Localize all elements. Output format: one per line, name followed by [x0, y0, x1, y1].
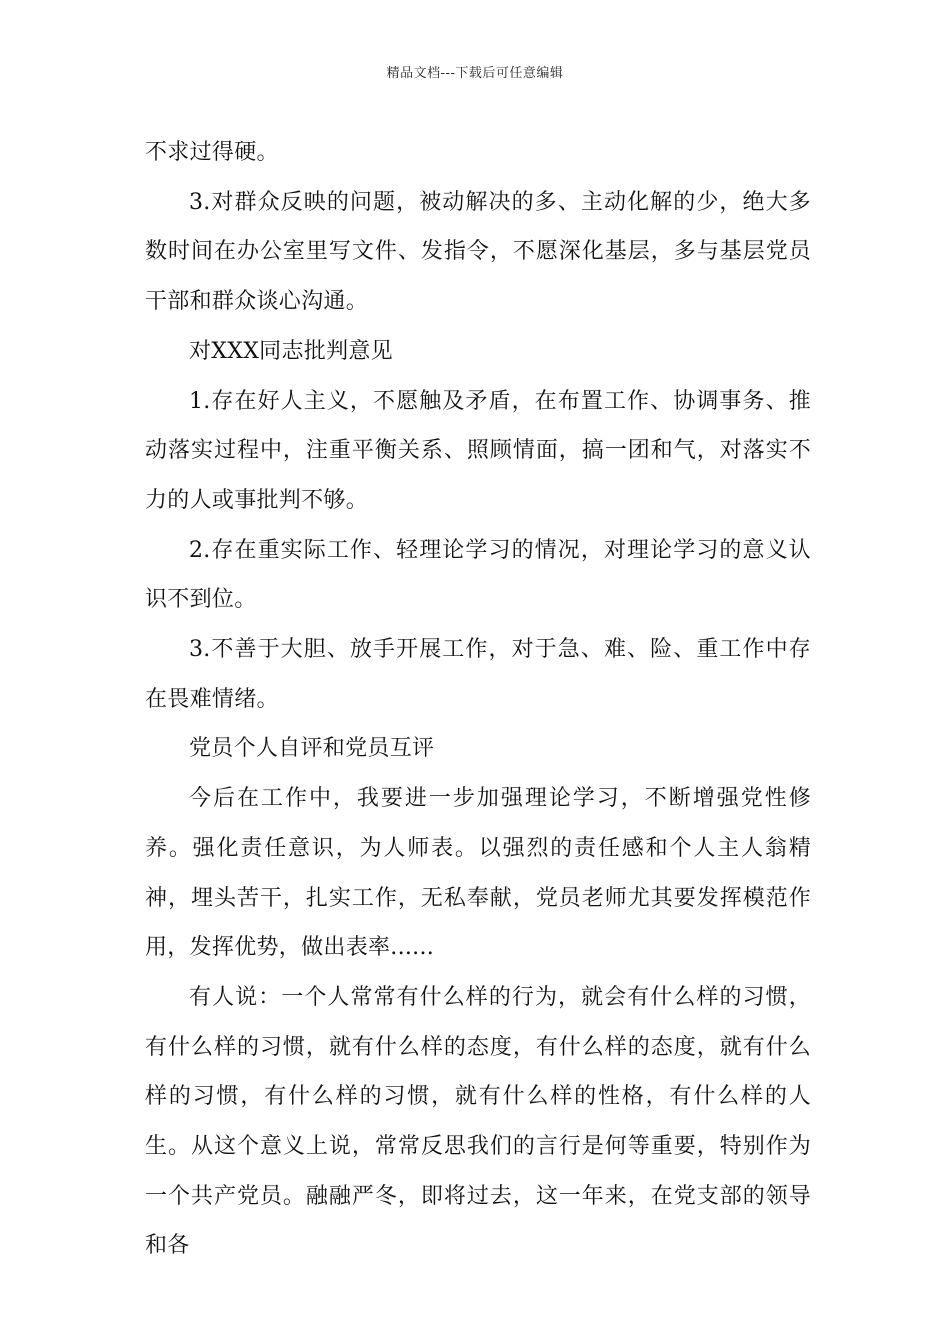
paragraph: 有人说：一个人常常有什么样的行为，就会有什么样的习惯，有什么样的习惯，就有什么样的态度，有什么样的态度，就有什么样的习惯，有什么样的习惯，就有什么样的性格，有什么样的人生。从这个意义上说，常常反思我们的言行是何等重要，特别作为一个共产党员。融融严冬，即将过去，这一年来，在党支部的领导和各 [145, 984, 811, 1259]
document-body [145, 128, 811, 1271]
section-heading: 党员个人自评和党员互评 [189, 736, 435, 762]
paragraph: 今后在工作中，我要进一步加强理论学习，不断增强党性修养。强化责任意识，为人师表。以强烈的责任感和个人主人翁精神，埋头苦干，扎实工作，无私奉献，党员老师尤其要发挥模范作用，发挥优势，做出表率...... [145, 786, 811, 961]
page-header: 精品文档---下载后可任意编辑 [386, 66, 564, 81]
paragraph: 3.对群众反映的问题，被动解决的多、主动化解的少，绝大多数时间在办公室里写文件、发指令，不愿深化基层，多与基层党员干部和群众谈心沟通。 [145, 189, 811, 315]
paragraph: 2.存在重实际工作、轻理论学习的情况，对理论学习的意义认识不到位。 [145, 537, 811, 613]
paragraph: 1.存在好人主义，不愿触及矛盾，在布置工作、协调事务、推动落实过程中，注重平衡关系、照顾情面，搞一团和气，对落实不力的人或事批判不够。 [145, 388, 811, 513]
paragraph: 不求过得硬。 [145, 140, 279, 165]
paragraph: 3.不善于大胆、放手开展工作，对于急、难、险、重工作中存在畏难情绪。 [145, 637, 811, 712]
section-heading: 对XXX同志批判意见 [189, 338, 393, 364]
